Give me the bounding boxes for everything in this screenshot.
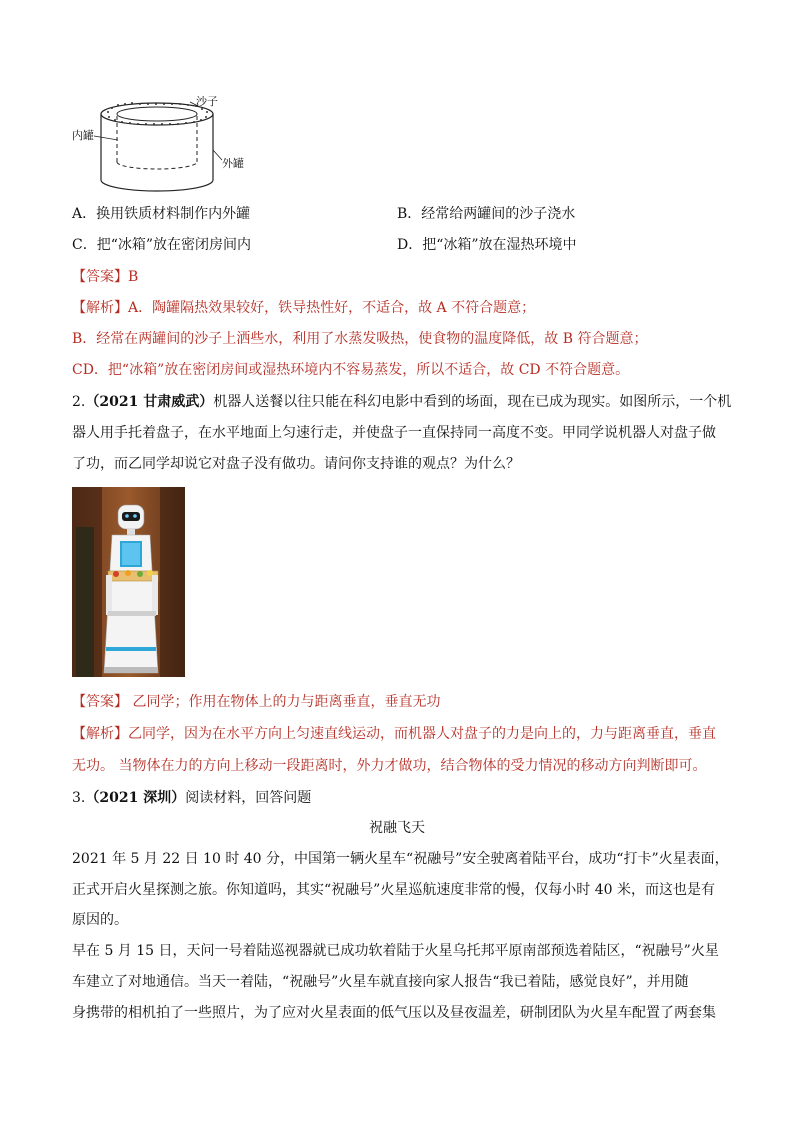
option-b: B．经常给两罐间的沙子浇水 — [397, 206, 576, 222]
article-title: 祝融飞天 — [369, 820, 425, 836]
option-c: C．把“冰箱”放在密闭房间内 — [72, 237, 252, 253]
question-source: （2021 深圳） — [85, 790, 186, 806]
article-p2-line-3: 身携带的相机拍了一些照片，为了应对火星表面的低气压以及昼夜温差，研制团队为火星车配置了两套集 — [72, 1005, 716, 1021]
pot-cooler-diagram — [72, 94, 242, 206]
q2-stem-line-1 — [72, 392, 732, 412]
question-prompt: 阅读材料，回答问题 — [185, 790, 312, 806]
analysis-text: 乙同学，因为在水平方向上匀速直线运动，而机器人对盘子的力是向上的，力与距离垂直，垂直 — [128, 726, 716, 742]
article-p1-line-2: 正式开启火星探测之旅。你知道吗，其实“祝融号”火星巡航速度非常的慢，仅每小时 40 米，而这也是有 — [72, 882, 716, 898]
q3-stem — [72, 788, 732, 808]
q1-answer — [72, 267, 732, 287]
label-outer-pot: 外罐 — [222, 157, 244, 170]
question-text: 机器人送餐以往只能在科幻电影中看到的场面，现在已成为现实。如图所示，一个机 — [213, 394, 732, 410]
answer-value: B — [128, 269, 139, 285]
label-inner-pot: 内罐 — [72, 129, 94, 142]
analysis-text: A．陶罐隔热效果较好，铁导热性好，不适合，故 A 不符合题意； — [128, 300, 536, 316]
robot-waiter-photo — [72, 487, 185, 677]
q2-analysis-line-2: 无功。 当物体在力的方向上移动一段距离时，外力才做功，结合物体的受力情况的移动方向判断即可。 — [72, 758, 707, 774]
option-d: D．把“冰箱”放在湿热环境中 — [397, 237, 577, 253]
question-number: 3. — [72, 790, 86, 806]
article-p1-line-1: 2021 年 5 月 22 日 10 时 40 分，中国第一辆火星车“祝融号”安全驶离着陆平台，成功“打卡”火星表面， — [72, 851, 729, 867]
question-source: （2021 甘肃威武） — [85, 394, 214, 410]
answer-tag: 【答案】 — [72, 269, 128, 285]
answer-tag: 【答案】 — [72, 694, 128, 710]
q1-analysis-line-1 — [72, 298, 732, 318]
article-p2-line-2: 车建立了对地通信。当天一着陆，“祝融号”火星车就直接向家人报告“我已着陆，感觉良好”，并用随 — [72, 974, 689, 990]
option-a: A．换用铁质材料制作内外罐 — [72, 206, 251, 222]
label-sand: 沙子 — [196, 95, 218, 108]
q2-answer — [72, 692, 732, 712]
question-number: 2. — [72, 394, 86, 410]
analysis-tag: 【解析】 — [72, 726, 128, 742]
answer-value: 乙同学；作用在物体上的力与距离垂直，垂直无功 — [128, 694, 441, 710]
q1-analysis-line-2: B．经常在两罐间的沙子上洒些水，利用了水蒸发吸热，使食物的温度降低，故 B 符合题意； — [72, 331, 648, 347]
article-p2-line-1: 早在 5 月 15 日，天问一号着陆巡视器就已成功软着陆于火星乌托邦平原南部预选着陆区，“祝融号”火星 — [72, 943, 719, 959]
q2-stem-line-3: 了功，而乙同学却说它对盘子没有做功。请问你支持谁的观点？为什么？ — [72, 456, 520, 472]
q1-analysis-line-3: CD．把“冰箱”放在密闭房间或湿热环境内不容易蒸发，所以不适合，故 CD 不符合题意。 — [72, 362, 630, 378]
q2-analysis-line-1 — [72, 724, 732, 744]
article-p1-line-3: 原因的。 — [72, 912, 128, 928]
analysis-tag: 【解析】 — [72, 300, 128, 316]
q2-stem-line-2: 器人用手托着盘子，在水平地面上匀速行走，并使盘子一直保持同一高度不变。甲同学说机器人对盘子做 — [72, 425, 716, 441]
